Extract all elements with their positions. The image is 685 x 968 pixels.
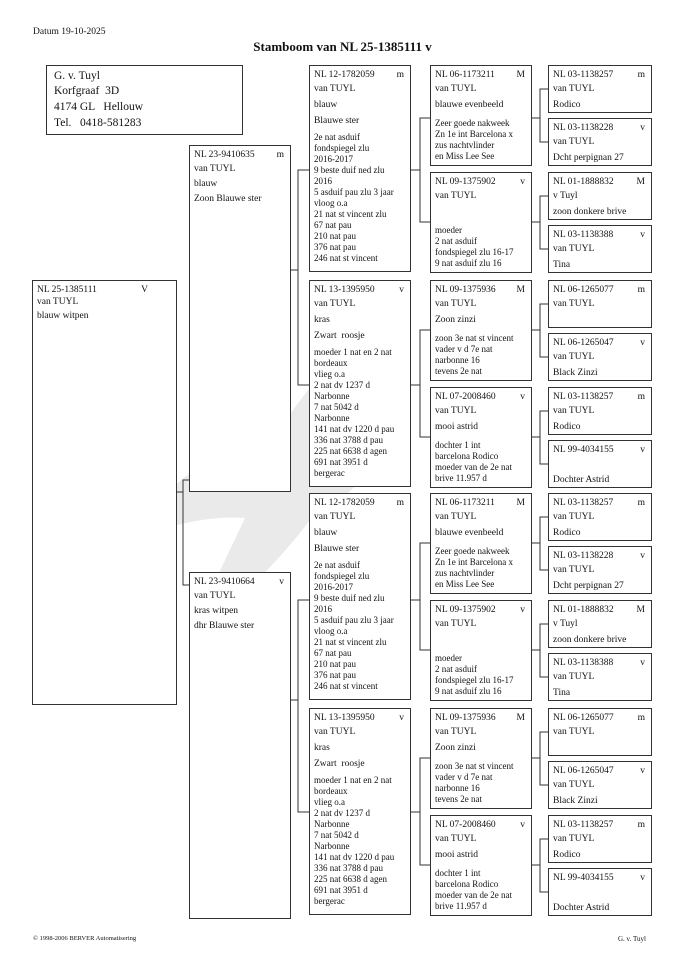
pigeon-name: Rodico bbox=[553, 422, 581, 432]
pigeon-owner: v Tuyl bbox=[553, 191, 578, 201]
pigeon-owner: van TUYL bbox=[553, 565, 595, 575]
pigeon-owner: van TUYL bbox=[435, 619, 477, 629]
gen2-box bbox=[309, 708, 411, 915]
performance-note: zoon 3e nat st vincent vader v d 7e nat narbonne 16 tevens 2e nat bbox=[435, 333, 514, 376]
performance-note: Zeer goede nakweek Zn 1e int Barcelona x zus nachtvlinder en Miss Lee See bbox=[435, 118, 513, 161]
sex-label: v bbox=[640, 658, 645, 668]
gen4-box bbox=[548, 65, 652, 113]
ring-number: NL 23-9410664 bbox=[194, 577, 255, 587]
sex-label: v bbox=[640, 551, 645, 561]
sex-label: M bbox=[516, 70, 525, 80]
pigeon-name: Rodico bbox=[553, 100, 581, 110]
pigeon-owner: van TUYL bbox=[435, 834, 477, 844]
ring-number: NL 23-9410635 bbox=[194, 150, 255, 160]
gen4-box bbox=[548, 600, 652, 648]
pigeon-owner: van TUYL bbox=[435, 406, 477, 416]
pigeon-name: blauwe evenbeeld bbox=[435, 100, 504, 110]
pigeon-name: Zoon zinzi bbox=[435, 315, 476, 325]
pigeon-owner: van TUYL bbox=[314, 727, 356, 737]
sex-label: M bbox=[516, 285, 525, 295]
sex-label: V bbox=[141, 285, 148, 295]
sex-label: m bbox=[637, 285, 645, 295]
sex-label: v bbox=[520, 392, 525, 402]
owner-box bbox=[46, 65, 243, 135]
gen2-box bbox=[309, 280, 411, 487]
performance-note: zoon 3e nat st vincent vader v d 7e nat narbonne 16 tevens 2e nat bbox=[435, 761, 514, 804]
gen4-box bbox=[548, 761, 652, 809]
pigeon-name: Rodico bbox=[553, 850, 581, 860]
ring-number: NL 99-4034155 bbox=[553, 445, 614, 455]
gen4-box bbox=[548, 225, 652, 273]
pigeon-name: Rodico bbox=[553, 528, 581, 538]
ring-number: NL 25-1385111 bbox=[37, 285, 97, 295]
pigeon-owner: van TUYL bbox=[553, 406, 595, 416]
ring-number: NL 06-1173211 bbox=[435, 498, 495, 508]
ring-number: NL 03-1138388 bbox=[553, 230, 614, 240]
ring-number: NL 09-1375902 bbox=[435, 605, 496, 615]
sex-label: v bbox=[399, 285, 404, 295]
pigeon-name: zoon donkere brive bbox=[553, 207, 627, 217]
ring-number: NL 06-1265047 bbox=[553, 766, 614, 776]
sex-label: v bbox=[520, 177, 525, 187]
gen4-box bbox=[548, 333, 652, 381]
ring-number: NL 99-4034155 bbox=[553, 873, 614, 883]
pigeon-color: blauw bbox=[314, 528, 338, 538]
gen4-box bbox=[548, 118, 652, 166]
ring-number: NL 03-1138228 bbox=[553, 551, 614, 561]
pigeon-name: Dochter Astrid bbox=[553, 475, 610, 485]
pigeon-owner: van TUYL bbox=[553, 244, 595, 254]
pigeon-name: zoon donkere brive bbox=[553, 635, 627, 645]
sex-label: m bbox=[637, 820, 645, 830]
ring-number: NL 09-1375936 bbox=[435, 713, 496, 723]
performance-note: moeder 2 nat asduif fondspiegel zlu 16-17 9 nat asduif zlu 16 bbox=[435, 225, 514, 268]
pigeon-owner: van TUYL bbox=[553, 299, 595, 309]
sex-label: m bbox=[637, 713, 645, 723]
sex-label: m bbox=[396, 498, 404, 508]
gen4-box bbox=[548, 653, 652, 701]
ring-number: NL 03-1138257 bbox=[553, 498, 614, 508]
ring-number: NL 06-1173211 bbox=[435, 70, 495, 80]
sex-label: v bbox=[640, 338, 645, 348]
sex-label: v bbox=[279, 577, 284, 587]
ring-number: NL 03-1138257 bbox=[553, 392, 614, 402]
gen3-box bbox=[430, 387, 532, 488]
pigeon-name: Tina bbox=[553, 260, 571, 270]
owner-name: G. v. Tuyl bbox=[54, 70, 100, 82]
footer-owner: G. v. Tuyl bbox=[618, 935, 646, 943]
pigeon-name: Zwart roosje bbox=[314, 331, 365, 341]
sex-label: m bbox=[637, 392, 645, 402]
sire-box bbox=[189, 145, 291, 492]
gen3-box bbox=[430, 815, 532, 916]
performance-note: 2e nat asduif fondspiegel zlu 2016-2017 9 beste duif ned zlu 2016 5 asduif pau zlu 3 jaar vloog o.a 21 nat st vincent zlu 67 nat pau 210 nat pau 376 nat pau 246 nat st vincent bbox=[314, 560, 394, 691]
sex-label: m bbox=[637, 498, 645, 508]
performance-note: moeder 1 nat en 2 nat bordeaux vlieg o.a 2 nat dv 1237 d Narbonne 7 nat 5042 d Narbonne 141 nat dv 1220 d pau 336 nat 3788 d pau 225 nat 6638 d agen 691 nat 3951 d bergerac bbox=[314, 347, 395, 478]
pigeon-name: Zoon zinzi bbox=[435, 743, 476, 753]
ring-number: NL 01-1888832 bbox=[553, 177, 614, 187]
gen4-box bbox=[548, 387, 652, 435]
pigeon-owner: van TUYL bbox=[194, 164, 236, 174]
gen3-box bbox=[430, 708, 532, 809]
ring-number: NL 06-1265077 bbox=[553, 713, 614, 723]
dam-box bbox=[189, 572, 291, 919]
performance-note: dochter 1 int barcelona Rodico moeder van de 2e nat brive 11.957 d bbox=[435, 868, 512, 911]
pigeon-color: blauw bbox=[194, 179, 218, 189]
sex-label: v bbox=[640, 766, 645, 776]
pigeon-color: kras bbox=[314, 315, 330, 325]
pigeon-owner: van TUYL bbox=[553, 137, 595, 147]
sex-label: v bbox=[640, 873, 645, 883]
gen4-box bbox=[548, 493, 652, 541]
sex-label: m bbox=[276, 150, 284, 160]
pigeon-color: blauw witpen bbox=[37, 311, 89, 321]
gen4-box bbox=[548, 868, 652, 916]
owner-phone: Tel. 0418-581283 bbox=[54, 117, 142, 129]
owner-street: Korfgraaf 3D bbox=[54, 85, 120, 97]
gen2-box bbox=[309, 65, 411, 272]
pigeon-color: blauw bbox=[314, 100, 338, 110]
pigeon-name: dhr Blauwe ster bbox=[194, 621, 255, 631]
gen3-box bbox=[430, 65, 532, 166]
pigeon-name: Dcht perpignan 27 bbox=[553, 153, 624, 163]
pigeon-owner: van TUYL bbox=[435, 299, 477, 309]
sex-label: v bbox=[640, 445, 645, 455]
ring-number: NL 07-2008460 bbox=[435, 820, 496, 830]
sex-label: v bbox=[520, 820, 525, 830]
pigeon-name: Blauwe ster bbox=[314, 544, 360, 554]
pigeon-name: blauwe evenbeeld bbox=[435, 528, 504, 538]
ring-number: NL 12-1782059 bbox=[314, 498, 375, 508]
gen4-box bbox=[548, 280, 652, 328]
pigeon-name: Dcht perpignan 27 bbox=[553, 581, 624, 591]
pigeon-owner: van TUYL bbox=[194, 591, 236, 601]
pigeon-name: Black Zinzi bbox=[553, 368, 598, 378]
ring-number: NL 13-1395950 bbox=[314, 285, 375, 295]
pigeon-owner: v Tuyl bbox=[553, 619, 578, 629]
pigeon-color: kras witpen bbox=[194, 606, 239, 616]
pigeon-name: mooi astrid bbox=[435, 850, 479, 860]
pigeon-name: Blauwe ster bbox=[314, 116, 360, 126]
pigeon-owner: van TUYL bbox=[435, 512, 477, 522]
pigeon-owner: van TUYL bbox=[435, 191, 477, 201]
performance-note: moeder 1 nat en 2 nat bordeaux vlieg o.a 2 nat dv 1237 d Narbonne 7 nat 5042 d Narbonne 141 nat dv 1220 d pau 336 nat 3788 d pau 225 nat 6638 d agen 691 nat 3951 d bergerac bbox=[314, 775, 395, 906]
pigeon-owner: van TUYL bbox=[37, 297, 79, 307]
sex-label: m bbox=[396, 70, 404, 80]
pigeon-owner: van TUYL bbox=[553, 512, 595, 522]
owner-city: 4174 GL Hellouw bbox=[54, 101, 144, 113]
pigeon-color: kras bbox=[314, 743, 330, 753]
performance-note: Zeer goede nakweek Zn 1e int Barcelona x zus nachtvlinder en Miss Lee See bbox=[435, 546, 513, 589]
pigeon-name: Zwart roosje bbox=[314, 759, 365, 769]
ring-number: NL 07-2008460 bbox=[435, 392, 496, 402]
pigeon-name: Dochter Astrid bbox=[553, 903, 610, 913]
ring-number: NL 09-1375936 bbox=[435, 285, 496, 295]
gen4-box bbox=[548, 708, 652, 756]
gen3-box bbox=[430, 172, 532, 273]
gen4-box bbox=[548, 546, 652, 594]
pigeon-owner: van TUYL bbox=[435, 84, 477, 94]
pigeon-owner: van TUYL bbox=[314, 84, 356, 94]
ring-number: NL 03-1138228 bbox=[553, 123, 614, 133]
ring-number: NL 13-1395950 bbox=[314, 713, 375, 723]
pigeon-owner: van TUYL bbox=[553, 672, 595, 682]
sex-label: v bbox=[399, 713, 404, 723]
gen4-box bbox=[548, 440, 652, 488]
ring-number: NL 01-1888832 bbox=[553, 605, 614, 615]
gen3-box bbox=[430, 600, 532, 701]
gen2-box bbox=[309, 493, 411, 700]
pigeon-owner: van TUYL bbox=[314, 512, 356, 522]
performance-note: dochter 1 int barcelona Rodico moeder van de 2e nat brive 11.957 d bbox=[435, 440, 512, 483]
ring-number: NL 03-1138257 bbox=[553, 70, 614, 80]
pigeon-name: Black Zinzi bbox=[553, 796, 598, 806]
ring-number: NL 06-1265047 bbox=[553, 338, 614, 348]
ring-number: NL 06-1265077 bbox=[553, 285, 614, 295]
pigeon-name: Tina bbox=[553, 688, 571, 698]
gen4-box bbox=[548, 815, 652, 863]
pigeon-owner: van TUYL bbox=[314, 299, 356, 309]
sex-label: M bbox=[636, 177, 645, 187]
pigeon-owner: van TUYL bbox=[553, 84, 595, 94]
pigeon-name: Zoon Blauwe ster bbox=[194, 194, 262, 204]
page-title: Stamboom van NL 25-1385111 v bbox=[253, 39, 432, 54]
copyright-footer: © 1998-2006 BERVER Automatisering bbox=[33, 935, 137, 942]
gen3-box bbox=[430, 493, 532, 594]
sex-label: v bbox=[640, 230, 645, 240]
gen3-box bbox=[430, 280, 532, 381]
ring-number: NL 03-1138388 bbox=[553, 658, 614, 668]
ring-number: NL 09-1375902 bbox=[435, 177, 496, 187]
ring-number: NL 03-1138257 bbox=[553, 820, 614, 830]
performance-note: moeder 2 nat asduif fondspiegel zlu 16-17 9 nat asduif zlu 16 bbox=[435, 653, 514, 696]
sex-label: M bbox=[516, 498, 525, 508]
pigeon-owner: van TUYL bbox=[553, 727, 595, 737]
gen4-box bbox=[548, 172, 652, 220]
pigeon-owner: van TUYL bbox=[553, 352, 595, 362]
pigeon-owner: van TUYL bbox=[435, 727, 477, 737]
sex-label: M bbox=[636, 605, 645, 615]
sex-label: v bbox=[640, 123, 645, 133]
performance-note: 2e nat asduif fondspiegel zlu 2016-2017 9 beste duif ned zlu 2016 5 asduif pau zlu 3 jaar vloog o.a 21 nat st vincent zlu 67 nat pau 210 nat pau 376 nat pau 246 nat st vincent bbox=[314, 132, 394, 263]
print-date: Datum 19-10-2025 bbox=[33, 27, 106, 37]
pigeon-name: mooi astrid bbox=[435, 422, 479, 432]
subject-pigeon bbox=[32, 280, 177, 705]
sex-label: v bbox=[520, 605, 525, 615]
ring-number: NL 12-1782059 bbox=[314, 70, 375, 80]
sex-label: M bbox=[516, 713, 525, 723]
pigeon-owner: van TUYL bbox=[553, 780, 595, 790]
sex-label: m bbox=[637, 70, 645, 80]
pigeon-owner: van TUYL bbox=[553, 834, 595, 844]
